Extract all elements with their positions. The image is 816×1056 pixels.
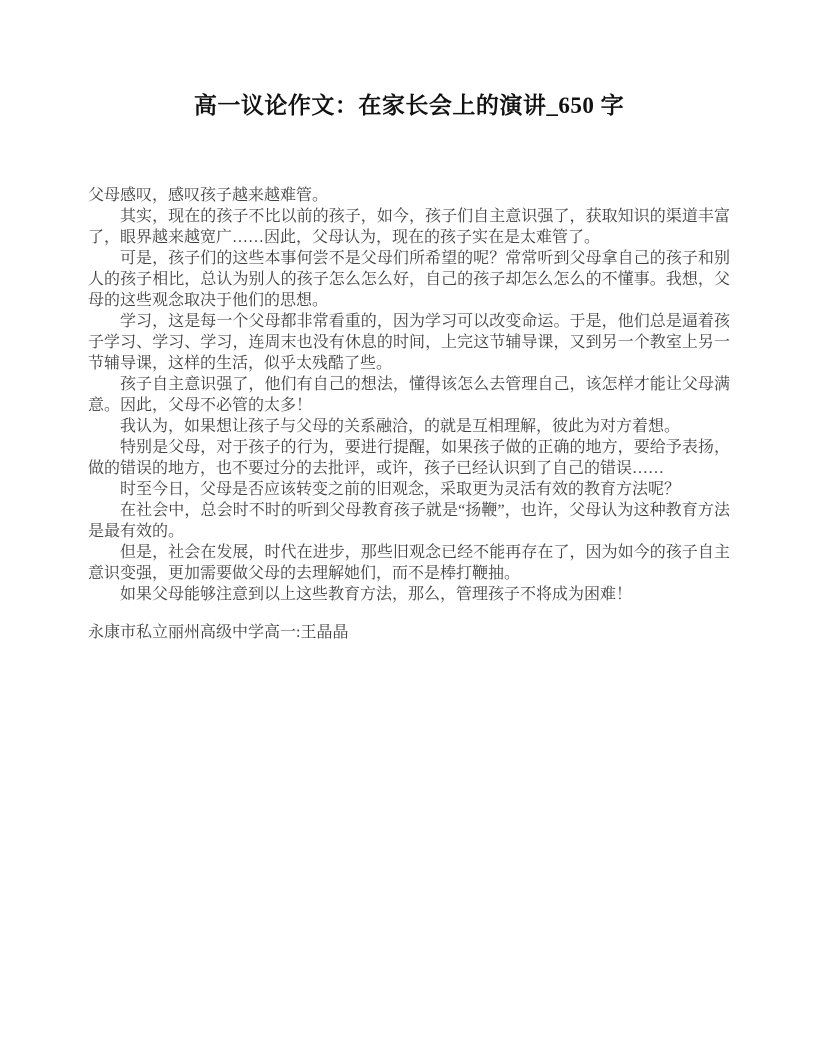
document-body (88, 185, 730, 643)
paragraph-2: 其实，现在的孩子不比以前的孩子，如今，孩子们自主意识强了，获取知识的渠道丰富了，眼界越来越宽广……因此，父母认为，现在的孩子实在是太难管了。 (88, 208, 730, 246)
paragraph-6: 我认为，如果想让孩子与父母的关系融洽，的就是互相理解，彼此为对方着想。 (120, 418, 681, 435)
paragraph-7: 特别是父母，对于孩子的行为，要进行提醒，如果孩子做的正确的地方，要给予表扬，做的错误的地方，也不要过分的去批评，或许，孩子已经认识到了自己的错误…… (88, 439, 730, 477)
paragraph-1: 父母感叹，感叹孩子越来越难管。 (88, 187, 329, 204)
signature-line: 永康市私立丽州高级中学高一:王晶晶 (88, 624, 349, 641)
paragraph-4: 学习，这是每一个父母都非常看重的，因为学习可以改变命运。于是，他们总是逼着孩子学习、学习、学习，连周末也没有休息的时间，上完这节辅导课，又到另一个教室上另一节辅导课，这样的生活，似乎太残酷了些。 (88, 313, 730, 372)
paragraph-10: 但是，社会在发展，时代在进步，那些旧观念已经不能再存在了，因为如今的孩子自主意识变强，更加需要做父母的去理解她们，而不是棒打鞭抽。 (88, 544, 730, 582)
paragraph-8: 时至今日，父母是否应该转变之前的旧观念，采取更为灵活有效的教育方法呢？ (120, 481, 681, 498)
paragraph-5: 孩子自主意识强了，他们有自己的想法，懂得该怎么去管理自己，该怎样才能让父母满意。因此，父母不必管的太多！ (88, 376, 730, 414)
paragraph-3: 可是，孩子们的这些本事何尝不是父母们所希望的呢？常常听到父母拿自己的孩子和别人的孩子相比，总认为别人的孩子怎么怎么好，自己的孩子却怎么怎么的不懂事。我想，父母的这些观念取决于他们的思想。 (88, 250, 730, 309)
paragraph-11: 如果父母能够注意到以上这些教育方法，那么，管理孩子不将成为困难！ (120, 586, 633, 603)
paragraph-9: 在社会中，总会时不时的听到父母教育孩子就是“扬鞭”，也许，父母认为这种教育方法是最有效的。 (88, 502, 730, 540)
document-title: 高一议论作文：在家长会上的演讲_650 字 (193, 93, 625, 118)
